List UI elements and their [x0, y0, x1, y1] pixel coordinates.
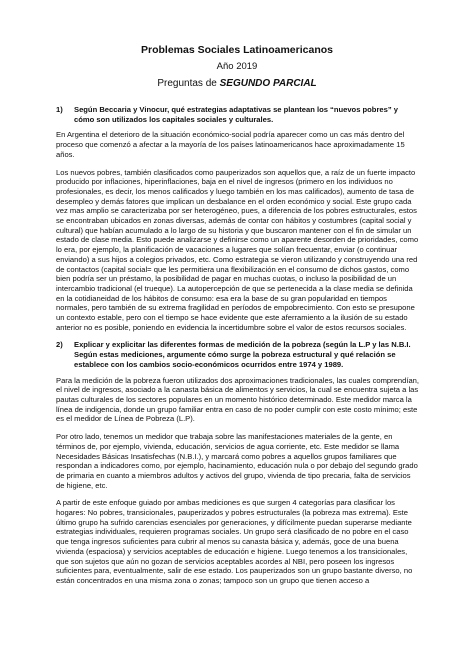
question-text: Según Beccaria y Vinocur, qué estrategias adaptativas se plantean los “nuevos pobres” y cómo son utilizados los capitales sociales y culturales. — [74, 105, 398, 124]
document-body — [56, 98, 420, 594]
document-subtitle — [0, 78, 474, 89]
answer-paragraph: Por otro lado, tenemos un medidor que trabaja sobre las manifestaciones materiales de la gente, en términos de, por ejemplo, vivienda, educación, servicios de agua corriente, etc. Este medidor se llama Necesidades Básicas Insatisfechas (N.B.I.), y marcará como pobres a aquellos grupos familiares que respondan a indicadores como, por ejemplo, hacinamiento, educación nula o por debajo del segundo grado de primaria en cuanto a miembros adultos y activos del grupo, vivienda de tipo precaria, falta de servicios de higiene, etc. — [56, 432, 418, 490]
question-1 — [56, 105, 420, 124]
answer-paragraph: A partir de este enfoque guiado por ambas mediciones es que surgen 4 categorías para clasificar los hogares: No pobres, transicionales, pauperizados y pobres estructurales (la pobreza mas extrema). Este último grupo ha sufrido carencias esenciales por generaciones, y difícilmente puedan superarse mediante estrategias individuales, requieren programas sociales. Un grupo será clasificado de no pobre en el caso que tenga ingresos suficientes para cubrir al menos su canasta básica y, además, goce de una buena vivienda (espaciosa) y servicios aceptables de educación e higiene. Luego tenemos a los transicionales, que son sujetos que aún no gozan de servicios aceptables acordes al NBI, pero poseen los ingresos suficientes para, eventualmente, salir de ese estado. Los pauperizados son un grupo bastante diverso, no están concentrados en una misma zona o zonas; tampoco son un grupo que tienen acceso a — [56, 498, 413, 585]
question-text: Explicar y explicitar las diferentes formas de medición de la pobreza (según la L.P y las N.B.I. Según estas mediciones, argumente cómo surge la pobreza estructural y qué relación se establece con los cambios socio-económicos ocurridos entre 1974 y 1989. — [74, 340, 411, 369]
question-number: 2) — [56, 340, 63, 350]
document-title: Problemas Sociales Latinoamericanos — [141, 44, 333, 56]
subtitle-emphasis: SEGUNDO PARCIAL — [219, 78, 317, 89]
answer-paragraph: Los nuevos pobres, también clasificados como pauperizados son aquellos que, a raíz de un fuerte impacto producido por inflaciones, hiperinflaciones, baja en el nivel de ingresos (primero en los individuos no profesionales, es decir, los menos calificados y luego también en los mas calificados), aumento de tasa de desempleo y demás fatores que implican un desbalance en el orden económico y social. Este grupo cada vez mas amplio se caracterizaba por ser heterogéneo, pues, a diferencia de los pobres estructurales, estos se encontraban ubicados en zonas diversas, además de contar con hábitos y costumbres (capital social y cultural) que habían acumulado a lo largo de su historia y que buscaron mantener con el fin de simular un estado de clase media. Esto puede analizarse y definirse como un aparente desorden de prioridades, como lo era, por ejemplo, la planificación de vacaciones a lugares que solían frecuentar, enviar (o continuar enviando) a sus hijos a colegios privados, etc. Como estrategia se vieron utilizando y construyendo una red de contactos (capital social= que les permitiera una flexibilización en el consumo de dichos gastos, como bien podría ser un préstamo, la posibilidad de pagar en muchas cuotas, o incluso la posibilidad de un intercambio tradicional (el trueque). La autopercepción de que se pertenecida a la clase media se definida en la cotidianeidad de los hábitos de consumo: esa era la base de su gran popularidad en tiempos normales, pero también de su extrema fragilidad en períodos de empobrecimiento. Con esto se presupone un contexto estable, pero con el tiempo se hace evidente que este aferramiento a la ilusión de su estado anterior no es posible, poniendo en evidencia la incertidumbre sobre el valor de estos recursos sociales. — [56, 167, 419, 332]
subtitle-prefix: Preguntas de — [157, 78, 220, 89]
document-year: Año 2019 — [216, 61, 258, 72]
question-2 — [56, 340, 420, 369]
answer-paragraph: En Argentina el deterioro de la situación económico-social podría aparecer como un cas más dentro del proceso que comenzó a afectar a la mayoría de los países latinoamericanos hace aproximadamente 15 años. — [56, 130, 405, 159]
answer-paragraph: Para la medición de la pobreza fueron utilizados dos aproximaciones tradicionales, las cuales comprendían, el nivel de ingresos, asociado a la canasta básica de alimentos y servicios, la cual se encuentra sujeta a las pautas culturales de los sectores populares en un momento histórico determinado. Este medidor marca la línea de indigencia, donde un grupo familiar entra en caso de no poder cumplir con este costo mínimo; este es el medidor de Línea de Pobreza (L.P). — [56, 375, 420, 424]
question-number: 1) — [56, 105, 63, 114]
